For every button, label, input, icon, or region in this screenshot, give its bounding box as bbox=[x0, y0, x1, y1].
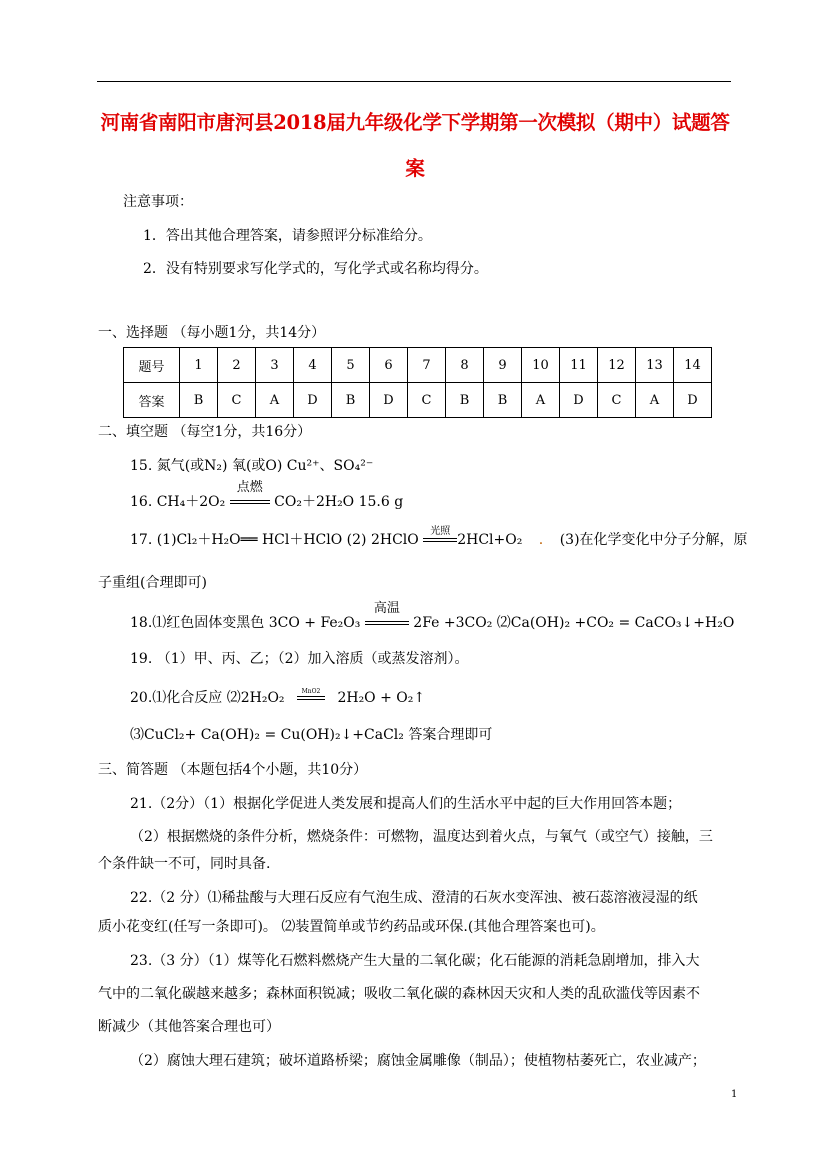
q17-equals bbox=[423, 526, 457, 550]
table-cell-answer: D bbox=[294, 383, 332, 418]
page-number: 1 bbox=[731, 1089, 738, 1100]
q16-condition: 点燃 bbox=[236, 480, 263, 495]
table-cell-answer: B bbox=[180, 383, 218, 418]
table-header-a: 答案 bbox=[124, 383, 180, 418]
table-cell-question: 2 bbox=[218, 348, 256, 383]
q16-left: 16. CH₄＋2O₂ bbox=[130, 494, 226, 510]
q20-part-a: 20.⑴化合反应 ⑵2H₂O₂ bbox=[130, 690, 285, 706]
q17-part-c: (3)在化学变化中分子分解，原 bbox=[559, 532, 748, 548]
table-cell-answer: C bbox=[408, 383, 446, 418]
q18-condition: 高温 bbox=[373, 601, 400, 616]
q20-condition: MnO2 bbox=[301, 688, 321, 695]
table-cell-answer: D bbox=[560, 383, 598, 418]
q17 bbox=[130, 526, 748, 550]
table-cell-answer: D bbox=[370, 383, 408, 418]
title-line-1: 河南省南阳市唐河县2018届九年级化学下学期第一次模拟（期中）试题答 bbox=[100, 111, 730, 134]
table-cell-answer: A bbox=[522, 383, 560, 418]
table-cell-answer: B bbox=[446, 383, 484, 418]
q21-line2: （2）根据燃烧的条件分析，燃烧条件：可燃物，温度达到着火点，与氧气（或空气）接触，三 bbox=[130, 829, 713, 845]
q18-part-b: 2Fe +3CO₂ ⑵Ca(OH)₂ +CO₂ = CaCO₃↓+H₂O bbox=[413, 615, 735, 631]
q21-line1: 21.（2分）（1）根据化学促进人类发展和提高人们的生活水平中起的巨大作用回答本题； bbox=[130, 796, 682, 812]
q23-line1: 23.（3 分）（1）煤等化石燃料燃烧产生大量的二氧化碳；化石能源的消耗急剧增加，排入大 bbox=[130, 953, 700, 969]
q20 bbox=[130, 688, 425, 708]
q22-line1: 22.（2 分）⑴稀盐酸与大理石反应有气泡生成、澄清的石灰水变浑浊、被石蕊溶液浸湿的纸 bbox=[130, 890, 698, 906]
table-cell-question: 1 bbox=[180, 348, 218, 383]
table-cell-question: 11 bbox=[560, 348, 598, 383]
q17-cont: 子重组(合理即可) bbox=[98, 575, 207, 591]
q16-equals bbox=[230, 480, 270, 512]
note-item-2: 2．没有特别要求写化学式的，写化学式或名称均得分。 bbox=[143, 261, 488, 277]
table-header-q: 题号 bbox=[124, 348, 180, 383]
table-cell-answer: D bbox=[674, 383, 712, 418]
table-cell-answer: B bbox=[484, 383, 522, 418]
table-row-answers bbox=[124, 383, 712, 418]
title-line-2: 案 bbox=[405, 157, 425, 180]
note-item-1: 1．答出其他合理答案，请参照评分标准给分。 bbox=[143, 228, 432, 244]
table-cell-question: 14 bbox=[674, 348, 712, 383]
q16 bbox=[130, 480, 404, 512]
q16-right: CO₂＋2H₂O 15.6 g bbox=[274, 494, 404, 510]
q20-part-b: 2H₂O + O₂↑ bbox=[337, 690, 426, 706]
table-cell-question: 10 bbox=[522, 348, 560, 383]
q17-part-a: 17. (1)Cl₂＋H₂O══ HCl＋HClO (2) 2HClO bbox=[130, 532, 419, 548]
table-cell-question: 12 bbox=[598, 348, 636, 383]
table-cell-answer: C bbox=[218, 383, 256, 418]
table-cell-question: 7 bbox=[408, 348, 446, 383]
table-cell-answer: B bbox=[332, 383, 370, 418]
q18 bbox=[130, 601, 735, 633]
table-row-questions bbox=[124, 348, 712, 383]
table-cell-question: 8 bbox=[446, 348, 484, 383]
q20-line2: ⑶CuCl₂+ Ca(OH)₂ = Cu(OH)₂↓+CaCl₂ 答案合理即可 bbox=[130, 727, 493, 743]
q22-line2: 质小花变红(任写一条即可)。 ⑵装置简单或节约药品或环保.(其他合理答案也可)。 bbox=[98, 919, 605, 935]
table-cell-question: 4 bbox=[294, 348, 332, 383]
q23-line4: （2）腐蚀大理石建筑；破坏道路桥梁；腐蚀金属雕像（制品）；使植物枯萎死亡，农业减产； bbox=[130, 1053, 706, 1069]
q21-line3: 个条件缺一不可，同时具备. bbox=[98, 856, 271, 872]
q18-equals bbox=[365, 601, 409, 633]
section1-heading: 一、选择题 （每小题1分，共14分） bbox=[98, 325, 326, 341]
q23-line2: 气中的二氧化碳越来越多；森林面积锐减；吸收二氧化碳的森林因天灾和人类的乱砍滥伐等因素不 bbox=[98, 986, 700, 1002]
q15: 15. 氮气(或N₂) 氧(或O) Cu²⁺、SO₄²⁻ bbox=[130, 458, 374, 474]
header-rule bbox=[97, 81, 731, 82]
q17-condition: 光照 bbox=[430, 526, 451, 537]
table-cell-question: 3 bbox=[256, 348, 294, 383]
q19: 19. （1）甲、丙、乙；（2）加入溶质（或蒸发溶剂）。 bbox=[130, 651, 469, 667]
table-cell-answer: C bbox=[598, 383, 636, 418]
answer-table bbox=[123, 347, 712, 418]
table-cell-answer: A bbox=[256, 383, 294, 418]
table-cell-answer: A bbox=[636, 383, 674, 418]
table-cell-question: 13 bbox=[636, 348, 674, 383]
q23-line3: 断减少（其他答案合理也可） bbox=[98, 1019, 280, 1035]
section3-heading: 三、简答题 （本题包括4个小题，共10分） bbox=[98, 762, 368, 778]
table-cell-question: 5 bbox=[332, 348, 370, 383]
q17-dot: . bbox=[538, 532, 544, 548]
q18-part-a: 18.⑴红色固体变黑色 3CO + Fe₂O₃ bbox=[130, 615, 361, 631]
table-cell-question: 9 bbox=[484, 348, 522, 383]
notes-heading: 注意事项： bbox=[123, 194, 193, 210]
q20-equals bbox=[297, 688, 325, 708]
q17-part-b: 2HCl+O₂ bbox=[457, 532, 523, 548]
document-title bbox=[98, 100, 732, 192]
section2-heading: 二、填空题 （每空1分，共16分） bbox=[98, 424, 312, 440]
table-cell-question: 6 bbox=[370, 348, 408, 383]
